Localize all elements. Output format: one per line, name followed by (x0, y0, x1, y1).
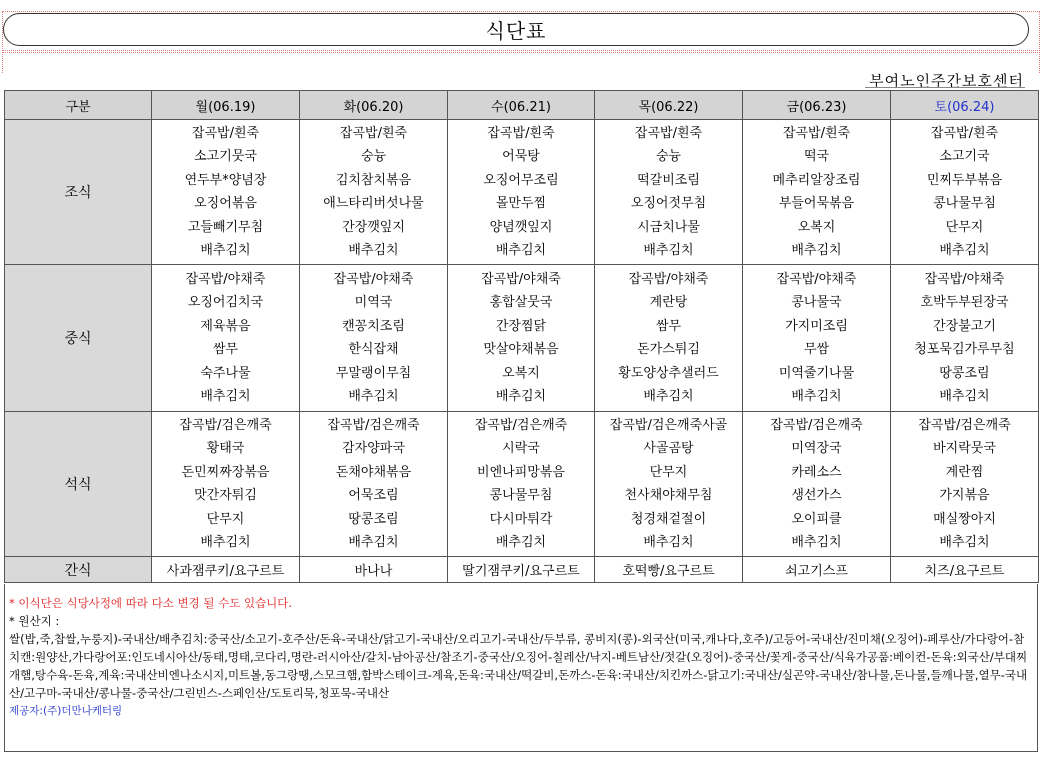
menu-item: 김치참치볶음 (335, 172, 412, 188)
header-day: 금(06.23) (743, 91, 891, 120)
meal-label: 중식 (5, 265, 152, 412)
menu-item: 감자양파국 (342, 441, 405, 456)
menu-item: 배추김치 (791, 535, 842, 550)
menu-item: 무말랭이무침 (335, 365, 412, 381)
menu-item: 바지락뭇국 (933, 441, 996, 456)
origin-label: * 원산지 : (9, 614, 60, 628)
header-category: 구분 (5, 91, 152, 120)
menu-item: 천사채야채무침 (624, 488, 713, 503)
meal-cell (300, 120, 448, 265)
menu-item: 오징어볶음 (194, 196, 257, 211)
meal-cell (152, 412, 300, 557)
header-day: 목(06.22) (595, 91, 743, 120)
menu-item: 오징어무조림 (483, 172, 559, 188)
organization-name: 부여노인주간보호센터 (869, 72, 1024, 90)
menu-item: 숙주나물 (200, 365, 251, 381)
menu-item: 미역장국 (791, 441, 842, 456)
menu-item: 배추김치 (939, 389, 990, 404)
meal-row (5, 412, 1039, 557)
menu-item: 잡곡밥/흰죽 (634, 125, 703, 141)
menu-item: 카레소스 (791, 464, 842, 480)
menu-item: 배추김치 (791, 243, 842, 258)
meal-label: 석식 (5, 412, 152, 557)
menu-item: 메추리알장조림 (772, 172, 861, 188)
meal-label: 조식 (5, 120, 152, 265)
menu-item: 시락국 (502, 441, 540, 456)
menu-item: 잡곡밥/야채죽 (333, 271, 414, 287)
menu-item: 가지볶음 (939, 488, 990, 503)
menu-item: 잡곡밥/흰죽 (782, 125, 851, 141)
menu-item: 미역국 (354, 295, 393, 310)
menu-item: 잡곡밥/야채죽 (185, 271, 266, 287)
menu-item: 오이피클 (791, 511, 842, 527)
menu-item: 양념깻잎지 (489, 219, 553, 235)
menu-item: 오복지 (502, 365, 540, 381)
menu-item: 홍합살뭇국 (489, 295, 553, 310)
meal-row (5, 120, 1039, 265)
menu-item: 생선가스 (791, 488, 842, 503)
menu-item: 몰만두찜 (495, 196, 547, 211)
menu-item: 가지미조림 (785, 318, 848, 334)
menu-item: 돈민찌짜장볶음 (181, 464, 270, 480)
snack-row (5, 557, 1039, 583)
menu-item: 배추김치 (643, 535, 694, 550)
menu-item: 배추김치 (791, 389, 842, 404)
menu-item: 맛간자튀김 (194, 488, 257, 503)
menu-item: 다시마튀각 (489, 511, 553, 527)
menu-item: 배추김치 (348, 243, 399, 258)
organization-underline (865, 87, 1025, 88)
meal-cell (743, 120, 891, 265)
menu-item: 사골곰탕 (643, 441, 694, 456)
snack-cell: 치즈/요구르트 (891, 557, 1039, 583)
snack-cell: 딸기잼쿠키/요구르트 (448, 557, 595, 583)
header-day: 수(06.21) (448, 91, 595, 120)
menu-item: 잡곡밥/흰죽 (339, 125, 408, 141)
menu-item: 잡곡밥/흰죽 (487, 125, 555, 141)
menu-item: 배추김치 (200, 535, 251, 550)
menu-item: 캔꽁치조림 (342, 318, 405, 334)
menu-item: 애느타리버섯나물 (323, 196, 424, 211)
menu-item: 소고기뭇국 (194, 149, 257, 164)
menu-item: 배추김치 (495, 243, 547, 258)
menu-item: 부들어묵볶음 (778, 196, 855, 211)
meal-cell (891, 265, 1039, 412)
menu-item: 잡곡밥/흰죽 (930, 125, 999, 141)
menu-item: 미역줄기나물 (778, 365, 855, 381)
snack-cell: 바나나 (300, 557, 448, 583)
menu-item: 배추김치 (200, 243, 251, 258)
menu-item: 잡곡밥/검은깨죽 (327, 417, 420, 433)
meal-cell (448, 120, 595, 265)
menu-item: 배추김치 (643, 389, 694, 404)
menu-item: 잡곡밥/검은깨죽 (179, 417, 272, 433)
menu-item: 배추김치 (348, 535, 399, 550)
menu-item: 땅콩조림 (348, 511, 399, 527)
supplier-text: 제공자:(주)더만나케터링 (9, 705, 123, 717)
menu-item: 간장불고기 (933, 318, 996, 334)
menu-item: 고들빼기무침 (187, 219, 264, 235)
header-day-saturday: 토(06.24) (891, 91, 1039, 120)
menu-item: 오징어젓무침 (630, 196, 707, 211)
meal-cell (595, 120, 743, 265)
header-day: 화(06.20) (300, 91, 448, 120)
origin-text: 쌀(밥,죽,찹쌀,누룽지)-국내산/배추김치:중국산/소고기-호주산/돈육-국내산/닭고기-국내산/오리고기-국내산/두부류, 콩비지(콩)-외국산(미국,캐나다,호주)/고등어-국내산/진미채(오징어)-페루산/가다랑어-참치캔:원양산,가다랑어포:인도네시아산/동태,명태,코다리,명란-러시아산/갈치-남아공산/참조기-중국산/오징어-칠레산/낙지-베트남산/젓갈(오징어)-중국산/꽃게-중국산/식육가공품:베이컨-돈육:외국산/부대찌개햄,탕수육-돈육,계육:국내산비엔나소시지,미트볼,동그랑땡,스모크햄,함박스테이크-계육,돈육:국내산/떡갈비,돈까스-돈육:국내산/치킨까스-닭고기:국내산/실곤약-국내산/참나물,돈나물,들깨나물,열무-국내산/고구마-국내산/콩나물-중국산/그린빈스-스페인산/도토리묵,청포묵-국내산 (9, 632, 1028, 700)
menu-item: 오복지 (797, 219, 836, 235)
menu-item: 돈채야채볶음 (335, 464, 412, 480)
menu-item: 잡곡밥/야채죽 (481, 271, 561, 287)
menu-item: 간장깻잎지 (342, 219, 405, 235)
menu-item: 잡곡밥/흰죽 (191, 125, 260, 141)
menu-item: 황태국 (206, 441, 245, 456)
menu-item: 청포묵김가루무침 (914, 342, 1015, 357)
menu-item: 잡곡밥/검은깨죽 (918, 417, 1011, 433)
menu-item: 소고기국 (939, 149, 990, 164)
menu-item: 잡곡밥/야채죽 (924, 271, 1005, 287)
menu-item: 매실짱아지 (933, 511, 996, 527)
snack-cell: 호떡빵/요구르트 (595, 557, 743, 583)
notice-text: * 이식단은 식당사정에 따라 다소 변경 될 수도 있습니다. (9, 596, 293, 610)
meal-cell (300, 265, 448, 412)
menu-item: 콩나물무침 (489, 488, 553, 503)
menu-item: 땅콩조림 (939, 365, 990, 381)
meal-cell (448, 412, 595, 557)
meal-cell (743, 265, 891, 412)
menu-item: 떡갈비조림 (637, 172, 700, 188)
menu-item: 잡곡밥/검은깨죽사골 (609, 417, 728, 433)
menu-item: 계란찜 (945, 464, 984, 480)
menu-item: 잡곡밥/야채죽 (776, 271, 857, 287)
menu-item: 떡국 (803, 149, 830, 164)
menu-item: 콩나물국 (791, 295, 842, 310)
menu-item: 단무지 (206, 511, 245, 527)
title-text: 식단표 (485, 19, 547, 43)
menu-item: 배추김치 (939, 535, 990, 550)
meal-cell (152, 265, 300, 412)
menu-table (4, 90, 1039, 583)
meal-cell (595, 412, 743, 557)
menu-item: 비엔나피망볶음 (477, 464, 565, 480)
menu-item: 배추김치 (643, 243, 694, 258)
menu-item: 단무지 (649, 464, 688, 480)
menu-item: 숭늉 (655, 149, 682, 164)
menu-item: 황도양상추샐러드 (618, 365, 719, 381)
snack-cell: 쇠고기스프 (743, 557, 891, 583)
menu-item: 잡곡밥/야채죽 (628, 271, 709, 287)
meal-row (5, 265, 1039, 412)
menu-item: 쌈무 (212, 342, 239, 357)
header-day: 월(06.19) (152, 91, 300, 120)
menu-item: 돈가스튀김 (637, 342, 700, 357)
meal-cell (891, 120, 1039, 265)
menu-item: 청경채겉절이 (630, 511, 707, 527)
header-row (5, 91, 1039, 120)
menu-item: 배추김치 (495, 389, 547, 404)
page-title (3, 13, 1029, 46)
menu-item: 한식잡채 (348, 342, 399, 357)
menu-item: 시금치나물 (637, 219, 700, 235)
menu-item: 무쌈 (803, 342, 830, 357)
meal-cell (743, 412, 891, 557)
menu-item: 민찌두부볶음 (926, 172, 1003, 188)
menu-item: 오징어김치국 (187, 295, 264, 310)
meal-cell (891, 412, 1039, 557)
menu-item: 연두부*양념장 (184, 172, 267, 188)
meal-cell (152, 120, 300, 265)
menu-item: 배추김치 (200, 389, 251, 404)
menu-item: 단무지 (945, 219, 984, 235)
meal-cell (595, 265, 743, 412)
menu-item: 호박두부된장국 (920, 295, 1009, 310)
menu-item: 배추김치 (495, 535, 547, 550)
menu-item: 간장찜닭 (495, 318, 547, 334)
menu-item: 맛살야채볶음 (483, 342, 559, 357)
menu-item: 제육볶음 (200, 318, 251, 334)
snack-label: 간식 (5, 557, 152, 583)
notes-section (4, 584, 1038, 752)
menu-item: 잡곡밥/검은깨죽 (474, 417, 568, 433)
menu-item: 계란탕 (649, 295, 688, 310)
menu-item: 잡곡밥/검은깨죽 (770, 417, 863, 433)
menu-item: 배추김치 (348, 389, 399, 404)
menu-item: 콩나물무침 (933, 196, 996, 211)
menu-item: 숭늉 (360, 149, 387, 164)
snack-cell: 사과잼쿠키/요구르트 (152, 557, 300, 583)
menu-item: 어묵조림 (348, 488, 399, 503)
menu-item: 어묵탕 (502, 149, 540, 164)
meal-cell (448, 265, 595, 412)
menu-item: 쌈무 (655, 318, 682, 334)
menu-item: 배추김치 (939, 243, 990, 258)
meal-cell (300, 412, 448, 557)
